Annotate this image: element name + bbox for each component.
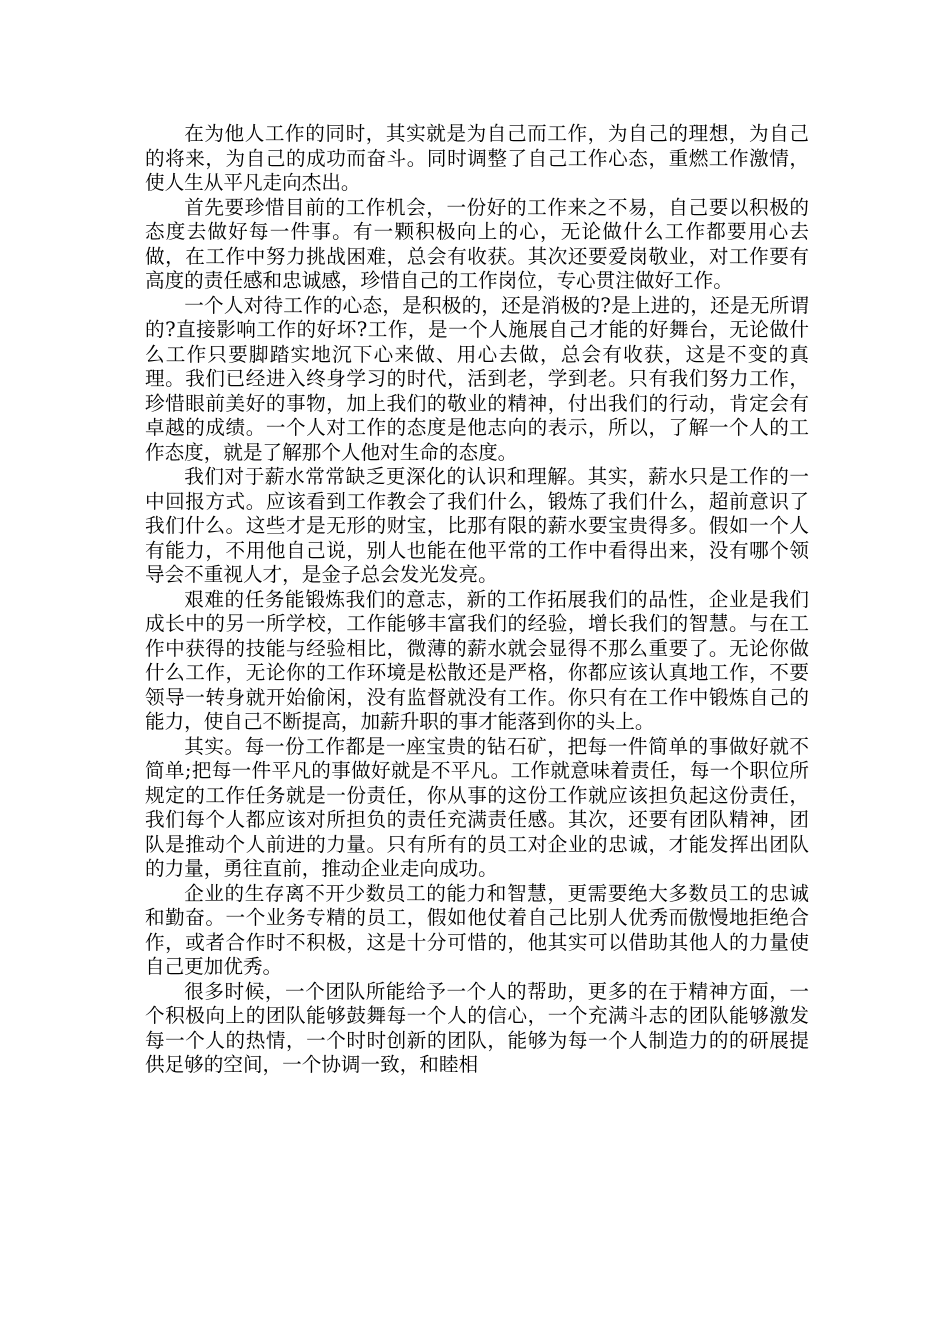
- document-body: [145, 122, 809, 1078]
- paragraph-3: 一个人对待工作的心态，是积极的，还是消极的?是上进的，还是无所谓的?直接影响工作的好坏?工作，是一个人施展自己才能的好舞台，无论做什么工作只要脚踏实地沉下心来做、用心去做，总会有收获，这是不变的真理。我们已经进入终身学习的时代，活到老，学到老。只有我们努力工作，珍惜眼前美好的事物，加上我们的敬业的精神，付出我们的行动，肯定会有卓越的成绩。一个人对工作的态度是他志向的表示，所以，了解一个人的工作态度，就是了解那个人他对生命的态度。: [145, 293, 809, 464]
- paragraph-6: 其实。每一份工作都是一座宝贵的钻石矿，把每一件简单的事做好就不简单;把每一件平凡的事做好就是不平凡。工作就意味着责任，每一个职位所规定的工作任务就是一份责任，你从事的这份工作就应该担负起这份责任，我们每个人都应该对所担负的责任充满责任感。其次，还要有团队精神，团队是推动个人前进的力量。只有所有的员工对企业的忠诚，才能发挥出团队的力量，勇往直前，推动企业走向成功。: [145, 734, 809, 880]
- paragraph-1: 在为他人工作的同时，其实就是为自己而工作，为自己的理想，为自己的将来，为自己的成功而奋斗。同时调整了自己工作心态，重燃工作激情，使人生从平凡走向杰出。: [145, 122, 809, 194]
- paragraph-4: 我们对于薪水常常缺乏更深化的认识和理解。其实，薪水只是工作的一中回报方式。应该看到工作教会了我们什么，锻炼了我们什么，超前意识了我们什么。这些才是无形的财宝，比那有限的薪水要宝贵得多。假如一个人有能力，不用他自己说，别人也能在他平常的工作中看得出来，没有哪个领导会不重视人才，是金子总会发光发亮。: [145, 465, 809, 586]
- paragraph-5: 艰难的任务能锻炼我们的意志，新的工作拓展我们的品性，企业是我们成长中的另一所学校，工作能够丰富我们的经验，增长我们的智慧。与在工作中获得的技能与经验相比，微薄的薪水就会显得不那么重要了。无论你做什么工作，无论你的工作环境是松散还是严格，你都应该认真地工作，不要领导一转身就开始偷闲，没有监督就没有工作。你只有在工作中锻炼自己的能力，使自己不断提高，加薪升职的事才能落到你的头上。: [145, 587, 809, 733]
- paragraph-2: 首先要珍惜目前的工作机会，一份好的工作来之不易，自己要以积极的态度去做好每一件事。有一颗积极向上的心，无论做什么工作都要用心去做，在工作中努力挑战困难，总会有收获。其次还要爱岗敬业，对工作要有高度的责任感和忠诚感，珍惜自己的工作岗位，专心贯注做好工作。: [145, 195, 809, 292]
- paragraph-7: 企业的生存离不开少数员工的能力和智慧，更需要绝大多数员工的忠诚和勤奋。一个业务专精的员工，假如他仗着自己比别人优秀而傲慢地拒绝合作，或者合作时不积极，这是十分可惜的，他其实可以借助其他人的力量使自己更加优秀。: [145, 881, 809, 978]
- paragraph-8: 很多时候，一个团队所能给予一个人的帮助，更多的在于精神方面，一个积极向上的团队能够鼓舞每一个人的信心，一个充满斗志的团队能够激发每一个人的热情，一个时时创新的团队，能够为每一个人制造力的的研展提供足够的空间，一个协调一致，和睦相: [145, 979, 809, 1076]
